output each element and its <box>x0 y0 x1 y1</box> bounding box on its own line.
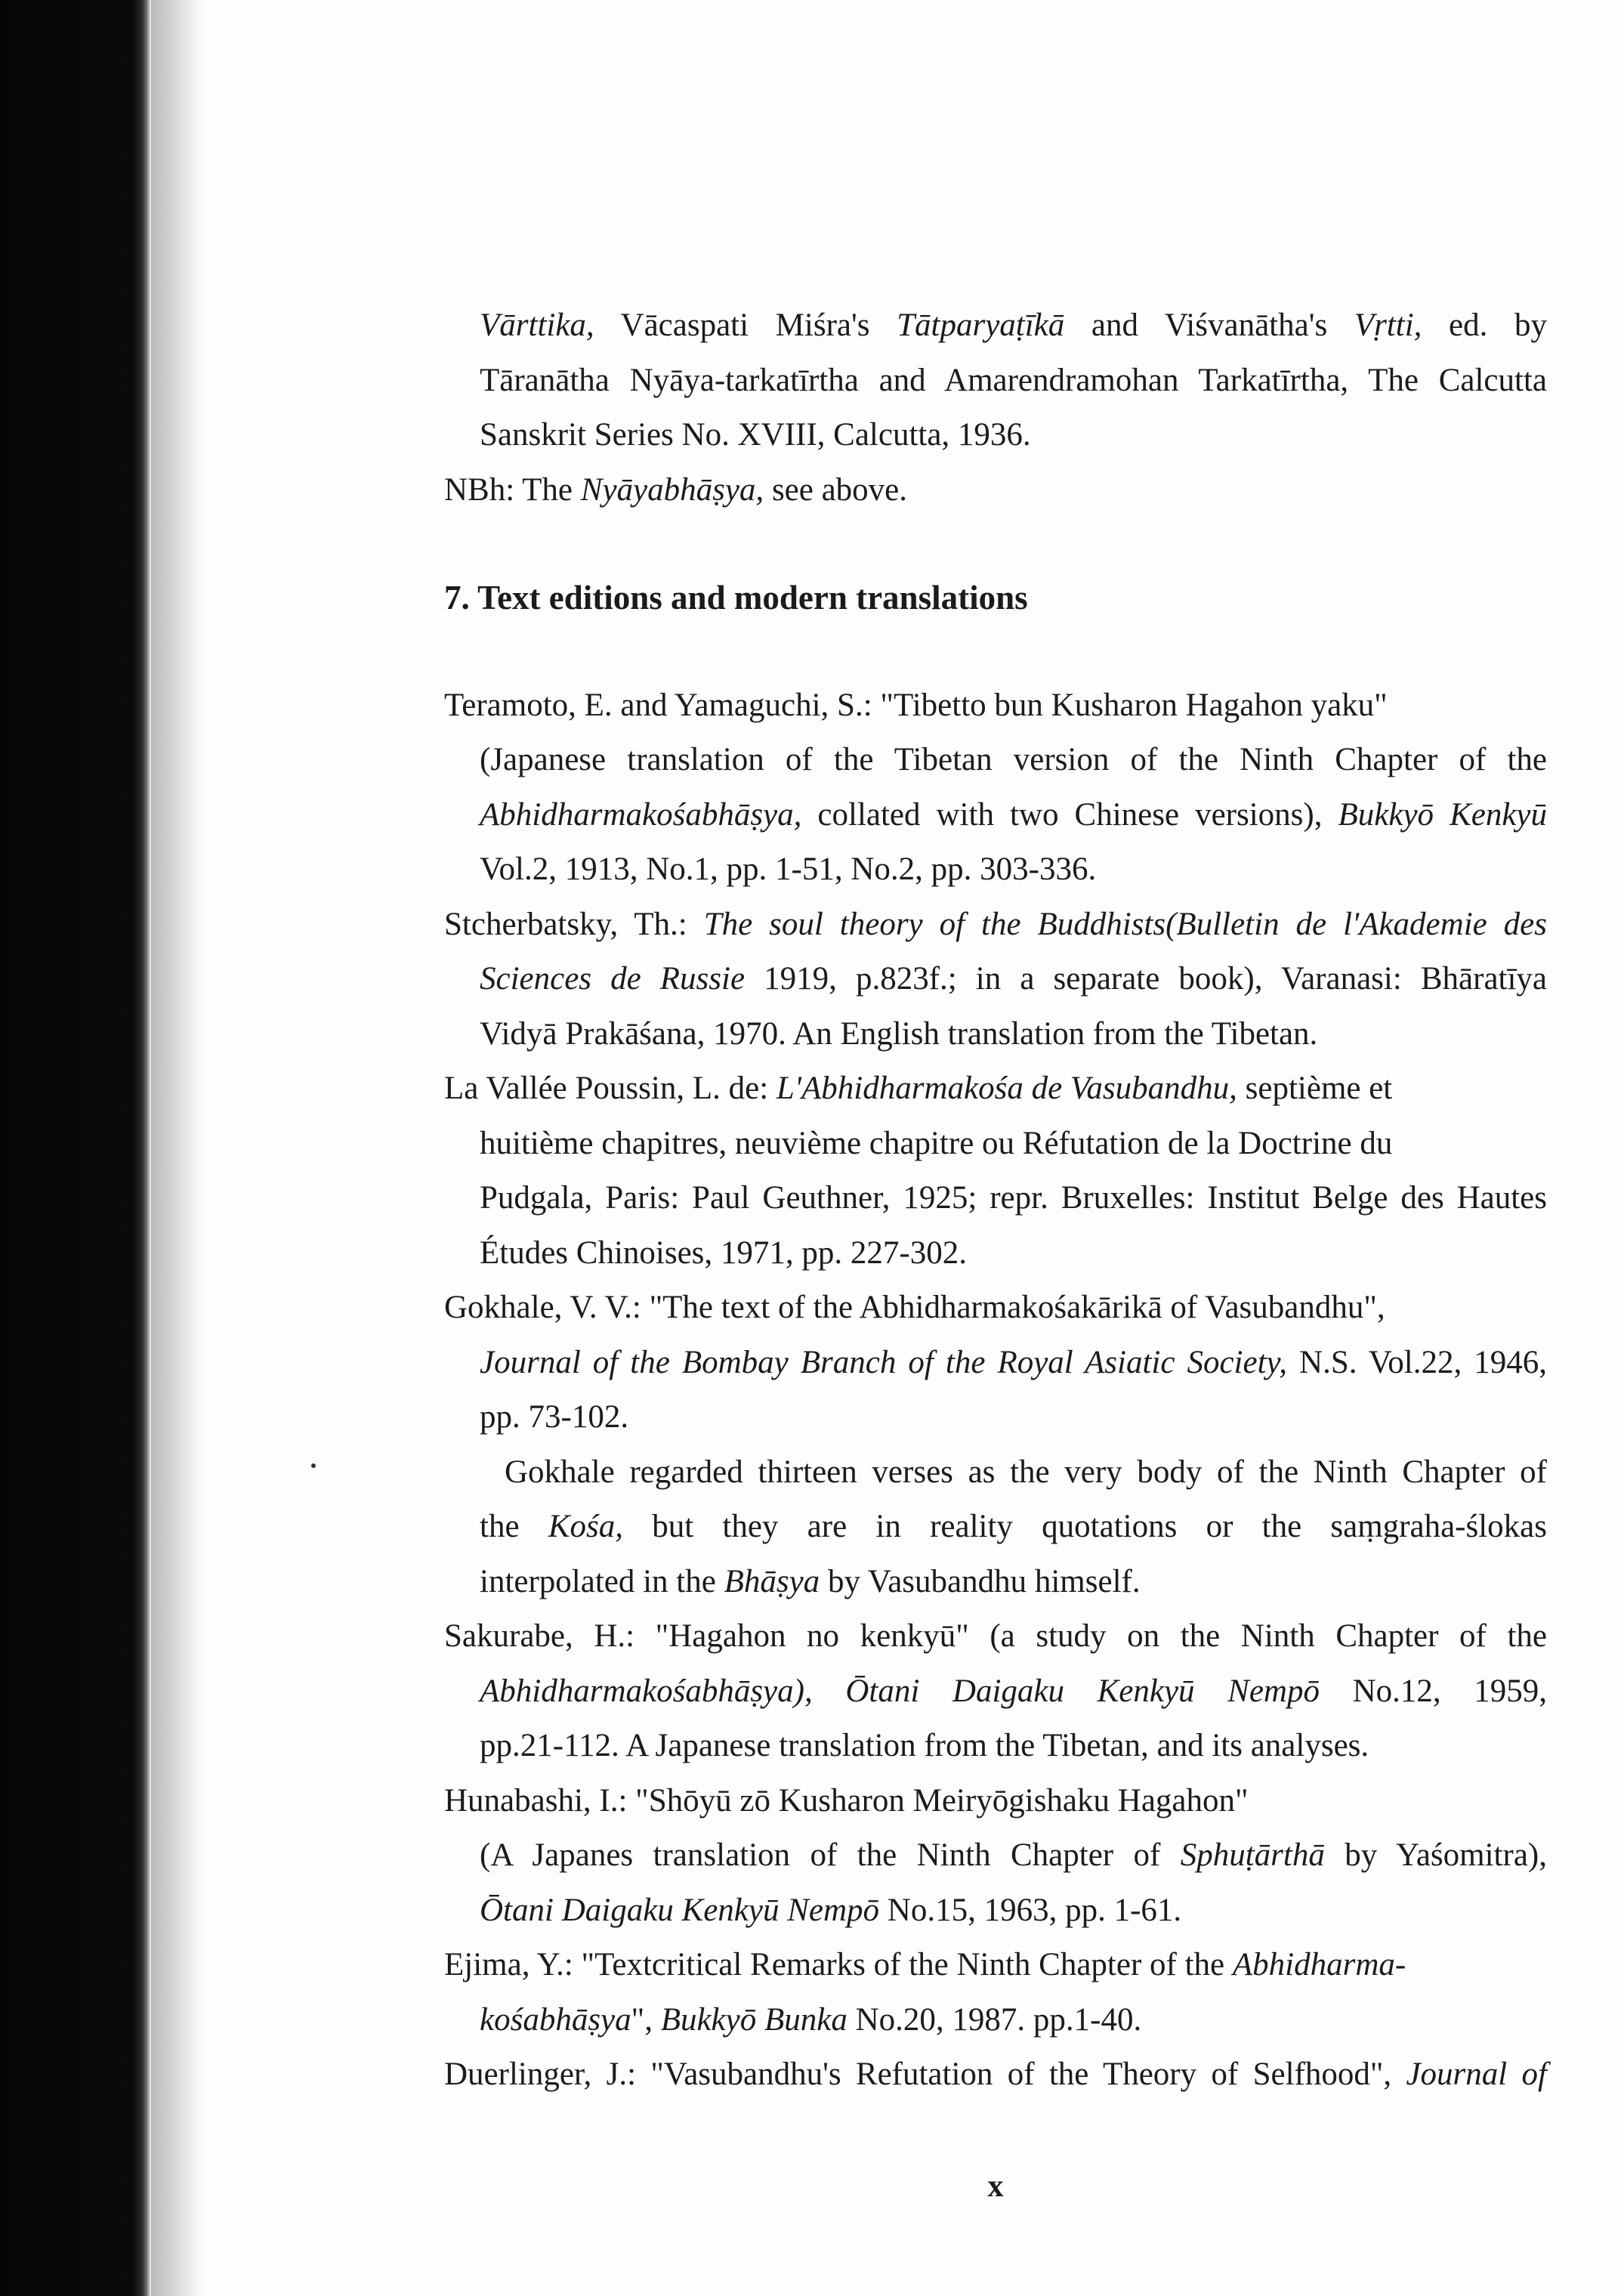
bibliography-entry-hunabashi: Hunabashi, I.: "Shōyū zō Kusharon Meiryōgishaku Hagahon" (A Japanes translation of the Ninth Chapter of Sphuṭārthā by Yaśomitra), Ōtani Daigaku Kenkyū Nempō No.15, 1963, pp. 1-61. <box>444 1782 1547 1928</box>
stray-mark <box>311 1463 316 1468</box>
page-body <box>444 298 1547 2103</box>
ref-line: Tāranātha Nyāya-tarkatīrtha and Amarendramohan Tarkatīrtha, The Calcutta <box>480 362 1547 398</box>
page-number: x <box>987 2169 1004 2204</box>
bibliography-entry-gokhale: Gokhale, V. V.: "The text of the Abhidharmakośakārikā of Vasubandhu", Journal of the Bombay Branch of the Royal Asiatic Society, N.S. Vol.22, 1946, pp. 73-102. Gokhale regarded thirteen verses as the very body of the Ninth Chapter of the Kośa, but they are in reality quotations or the saṃgraha-ślokas interpolated in the Bhāṣya by Vasubandhu himself. <box>444 1281 1547 1609</box>
ref-line: Sanskrit Series No. XVIII, Calcutta, 1936. <box>480 417 1031 453</box>
ref-line: Vārttika, Vācaspati Miśra's Tātparyaṭīkā and Viśvanātha's Vṛtti, ed. by <box>480 307 1547 343</box>
binding-edge <box>151 0 204 2296</box>
gokhale-note: Gokhale regarded thirteen verses as the very body of the Ninth Chapter of the Kośa, but they are in reality quotations or the saṃgraha-ślokas interpolated in the Bhāṣya by Vasubandhu himself. <box>480 1454 1547 1599</box>
bibliography-entry-teramoto: Teramoto, E. and Yamaguchi, S.: "Tibetto bun Kusharon Hagahon yaku" (Japanese translation of the Tibetan version of the Ninth Chapter of the Abhidharmakośabhāṣya, collated with two Chinese versions), Bukkyō Kenkyū Vol.2, 1913, No.1, pp. 1-51, No.2, pp. 303-336. <box>444 687 1547 887</box>
section-heading: 7. Text editions and modern translations <box>444 579 1028 616</box>
bibliography-entry-stcherbatsky: Stcherbatsky, Th.: The soul theory of the Buddhists(Bulletin de l'Akademie des Sciences de Russie 1919, p.823f.; in a separate book), Varanasi: Bhāratīya Vidyā Prakāśana, 1970. An English translation from the Tibetan. <box>444 906 1548 1052</box>
bibliography-entry-duerlinger: Duerlinger, J.: "Vasubandhu's Refutation of the Theory of Selfhood", Journal of <box>444 2057 1548 2092</box>
bibliography-entry-sakurabe: Sakurabe, H.: "Hagahon no kenkyū" (a study on the Ninth Chapter of the Abhidharmakośabhāṣya), Ōtani Daigaku Kenkyū Nempō No.12, 1959, pp.21-112. A Japanese translation from the Tibetan, and its analyses. <box>444 1618 1547 1763</box>
binding-shadow <box>0 0 151 2296</box>
bibliography-entry-ejima: Ejima, Y.: "Textcritical Remarks of the Ninth Chapter of the Abhidharma- kośabhāṣya", Bukkyō Bunka No.20, 1987. pp.1-40. <box>444 1947 1406 2038</box>
ref-line: NBh: The Nyāyabhāṣya, see above. <box>444 471 908 508</box>
bibliography-entry-lavallee: La Vallée Poussin, L. de: L'Abhidharmakośa de Vasubandhu, septième et huitième chapitres, neuvième chapitre ou Réfutation de la Doctrine du Pudgala, Paris: Paul Geuthner, 1925; repr. Bruxelles: Institut Belge des Hautes Études Chinoises, 1971, pp. 227-302. <box>444 1071 1547 1271</box>
